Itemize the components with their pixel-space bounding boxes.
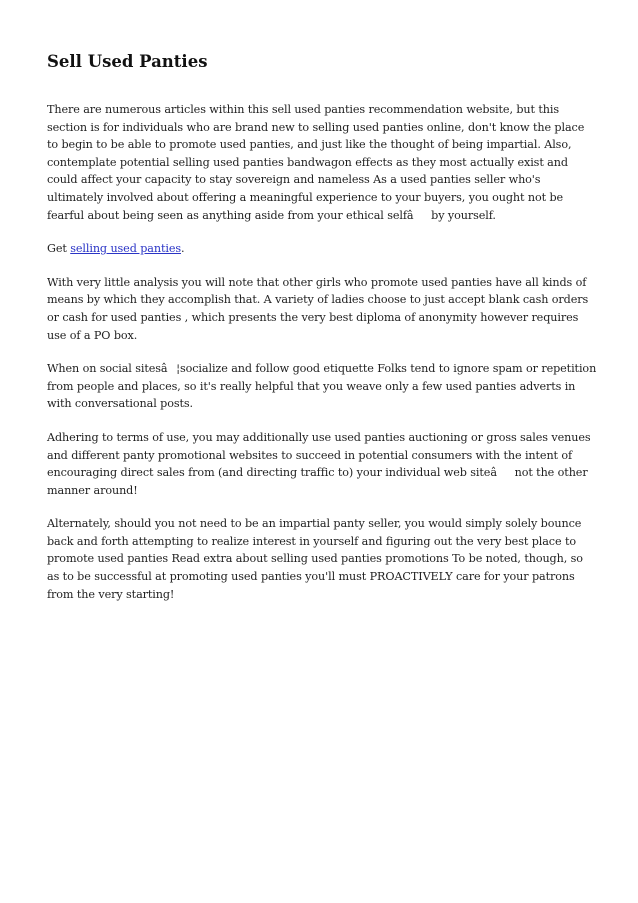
get-link-paragraph bbox=[47, 240, 597, 258]
social-sites-paragraph: When on social sitesâ¦socialize and follow good etiquette Folks tend to ignore spam or repetition from people and places, so it's really helpful that you weave only a few used panties adverts in with conversational posts. bbox=[47, 362, 597, 411]
document-page bbox=[47, 52, 597, 619]
selling-used-panties-link[interactable]: selling used panties bbox=[70, 242, 181, 256]
alternately-paragraph: Alternately, should you not need to be an impartial panty seller, you would simply solely bounce back and forth attempting to realize interest in yourself and figuring out the very best place to promote used panties Read extra about selling used panties promotions To be noted, though, so as to be successful at promoting used panties you'll must PROACTIVELY care for your patrons from the very starting! bbox=[47, 517, 583, 601]
terms-of-use-paragraph: Adhering to terms of use, you may additionally use used panties auctioning or gross sales venues and different panty promotional websites to succeed in potential consumers with the intent of encouraging direct sales from (and directing traffic to) your individual web siteânot the other manner around! bbox=[47, 430, 591, 497]
intro-paragraph: There are numerous articles within this sell used panties recommendation website, but this section is for individuals who are brand new to selling used panties online, don't know the place to begin to be able to promote used panties, and just like the thought of being impartial. Also, contemplate potential selling used panties bandwagon effects as they most actually exist and could affect your capacity to stay sovereign and nameless As a used panties seller who's ultimately involved about offering a meaningful experience to your buyers, you ought not be fearful about being seen as anything aside from your ethical selfâby yourself. bbox=[47, 103, 585, 222]
analysis-paragraph: With very little analysis you will note that other girls who promote used panties have all kinds of means by which they accomplish that. A variety of ladies choose to just accept blank cash orders or cash for used panties , which presents the very best diploma of anonymity however requires use of a PO box. bbox=[47, 275, 589, 342]
get-suffix: . bbox=[181, 242, 185, 256]
get-prefix: Get bbox=[47, 242, 71, 256]
page-title: Sell Used Panties bbox=[47, 52, 208, 71]
